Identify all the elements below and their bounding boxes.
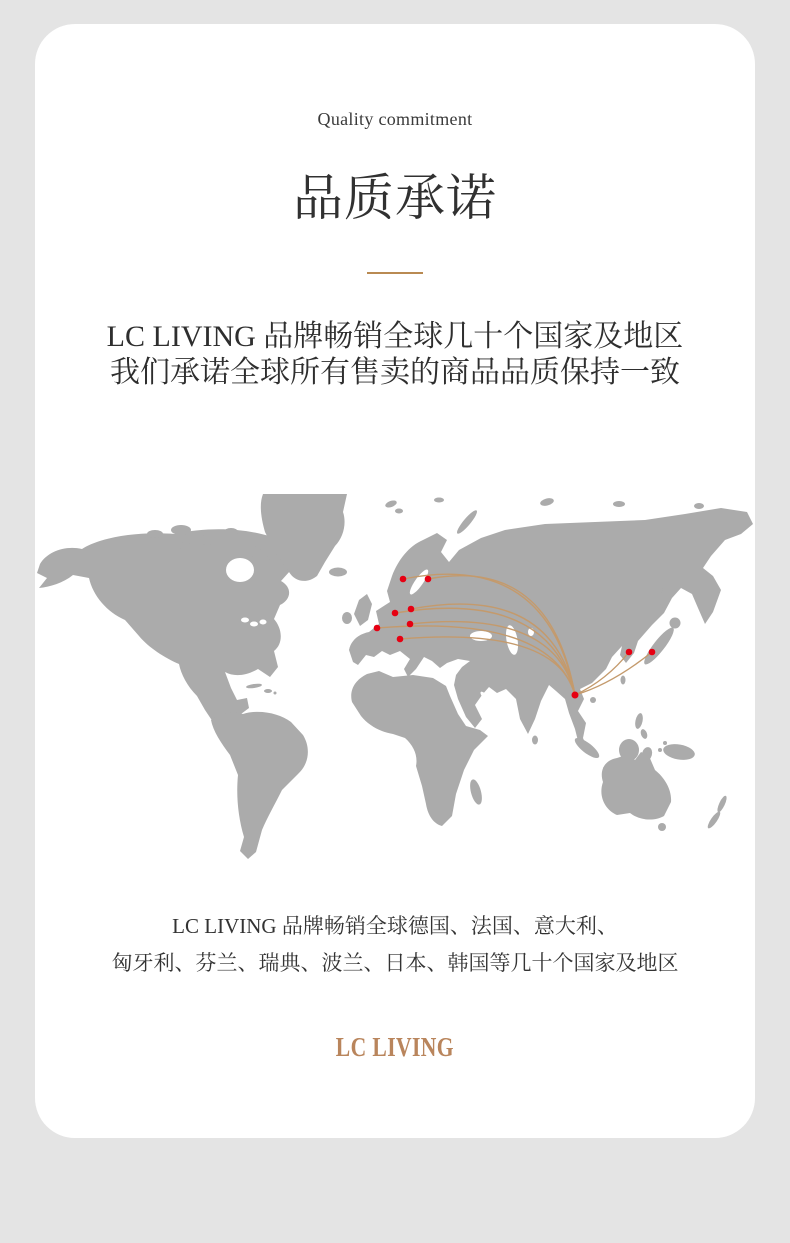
brand-logo: LC LIVING <box>335 1032 455 1062</box>
eyebrow-text: Quality commitment <box>317 109 473 129</box>
map-marker-poland <box>408 606 415 613</box>
title-divider <box>367 272 423 274</box>
world-map-section <box>35 494 755 884</box>
intro-text <box>35 319 755 391</box>
map-marker-france <box>374 625 381 632</box>
map-marker-hungary <box>407 621 414 628</box>
intro-line-2: 我们承诺全球所有售卖的商品品质保持一致 <box>110 356 680 389</box>
map-caption <box>35 908 755 982</box>
world-map <box>35 494 755 884</box>
landmass-south-america <box>211 712 308 859</box>
map-marker-south-korea <box>626 649 633 656</box>
landmass-australia <box>601 752 671 820</box>
landmasses <box>37 494 753 859</box>
map-marker-japan <box>649 649 656 656</box>
intro-line-1: LC LIVING 品牌畅销全球几十个国家及地区 <box>106 320 684 353</box>
caption-line-2: 匈牙利、芬兰、瑞典、波兰、日本、韩国等几十个国家及地区 <box>111 951 679 975</box>
map-marker-italy <box>397 636 404 643</box>
page-title: 品质承诺 <box>293 170 497 226</box>
landmass-uk <box>354 594 372 626</box>
map-marker-finland <box>425 576 432 583</box>
quality-commitment-card <box>35 24 755 1138</box>
map-marker-sweden <box>400 576 407 583</box>
map-marker-germany <box>392 610 399 617</box>
map-marker-southeast-asia-hub <box>572 692 579 699</box>
caption-line-1: LC LIVING 品牌畅销全球德国、法国、意大利、 <box>172 914 618 938</box>
